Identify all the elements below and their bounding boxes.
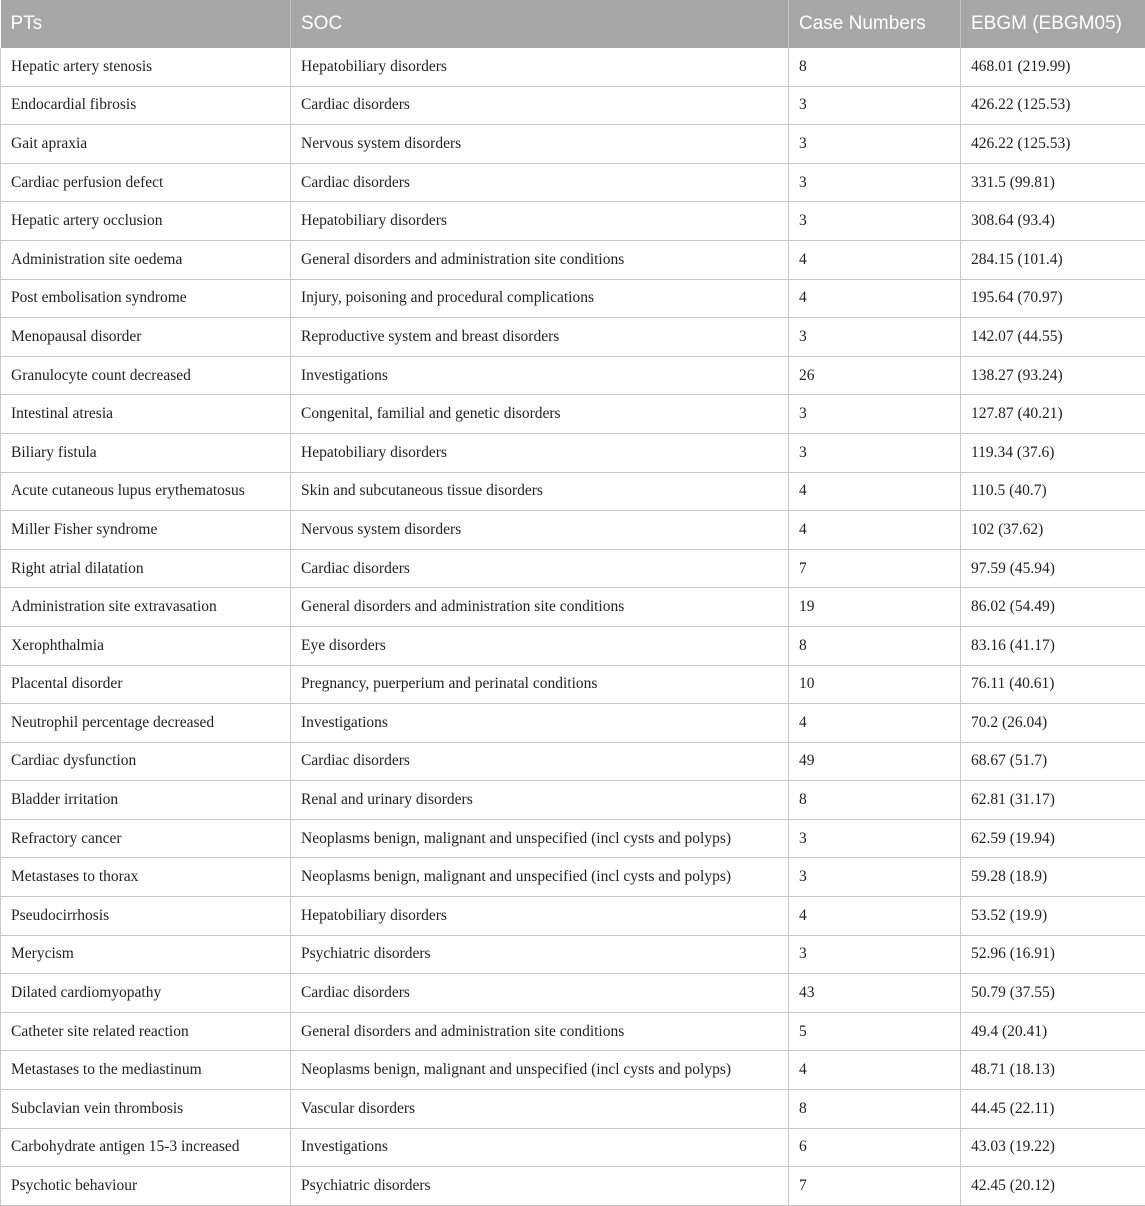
cell-soc: General disorders and administration site conditions bbox=[291, 240, 789, 279]
cell-case-numbers: 10 bbox=[789, 665, 961, 704]
cell-soc: Nervous system disorders bbox=[291, 125, 789, 164]
cell-soc: General disorders and administration site conditions bbox=[291, 1012, 789, 1051]
cell-pt: Post embolisation syndrome bbox=[1, 279, 291, 318]
cell-soc: Hepatobiliary disorders bbox=[291, 897, 789, 936]
cell-ebgm: 53.52 (19.9) bbox=[961, 897, 1145, 936]
table-row bbox=[1, 1128, 1145, 1167]
cell-soc: Investigations bbox=[291, 356, 789, 395]
table-body bbox=[1, 48, 1145, 1205]
cell-case-numbers: 3 bbox=[789, 819, 961, 858]
cell-case-numbers: 4 bbox=[789, 279, 961, 318]
table-row bbox=[1, 48, 1145, 86]
cell-soc: Nervous system disorders bbox=[291, 511, 789, 550]
cell-case-numbers: 7 bbox=[789, 1167, 961, 1206]
cell-pt: Menopausal disorder bbox=[1, 318, 291, 357]
cell-case-numbers: 6 bbox=[789, 1128, 961, 1167]
table-row bbox=[1, 356, 1145, 395]
table-row bbox=[1, 202, 1145, 241]
cell-ebgm: 62.59 (19.94) bbox=[961, 819, 1145, 858]
cell-pt: Hepatic artery occlusion bbox=[1, 202, 291, 241]
cell-ebgm: 308.64 (93.4) bbox=[961, 202, 1145, 241]
cell-case-numbers: 3 bbox=[789, 935, 961, 974]
cell-case-numbers: 3 bbox=[789, 858, 961, 897]
cell-pt: Granulocyte count decreased bbox=[1, 356, 291, 395]
cell-soc: Cardiac disorders bbox=[291, 742, 789, 781]
cell-soc: Eye disorders bbox=[291, 626, 789, 665]
cell-pt: Metastases to thorax bbox=[1, 858, 291, 897]
cell-ebgm: 331.5 (99.81) bbox=[961, 163, 1145, 202]
table-row bbox=[1, 935, 1145, 974]
cell-soc: Cardiac disorders bbox=[291, 549, 789, 588]
table-row bbox=[1, 125, 1145, 164]
cell-ebgm: 97.59 (45.94) bbox=[961, 549, 1145, 588]
header-ebgm: EBGM (EBGM05) bbox=[961, 0, 1145, 48]
table-row bbox=[1, 472, 1145, 511]
cell-pt: Subclavian vein thrombosis bbox=[1, 1090, 291, 1129]
cell-soc: Reproductive system and breast disorders bbox=[291, 318, 789, 357]
cell-soc: Congenital, familial and genetic disorders bbox=[291, 395, 789, 434]
cell-ebgm: 102 (37.62) bbox=[961, 511, 1145, 550]
cell-pt: Cardiac dysfunction bbox=[1, 742, 291, 781]
cell-soc: Investigations bbox=[291, 704, 789, 743]
table-row bbox=[1, 1167, 1145, 1206]
cell-ebgm: 86.02 (54.49) bbox=[961, 588, 1145, 627]
table-row bbox=[1, 974, 1145, 1013]
cell-soc: Psychiatric disorders bbox=[291, 935, 789, 974]
table-row bbox=[1, 1012, 1145, 1051]
cell-case-numbers: 4 bbox=[789, 704, 961, 743]
cell-case-numbers: 8 bbox=[789, 48, 961, 86]
cell-pt: Bladder irritation bbox=[1, 781, 291, 820]
cell-soc: Skin and subcutaneous tissue disorders bbox=[291, 472, 789, 511]
cell-pt: Endocardial fibrosis bbox=[1, 86, 291, 125]
cell-case-numbers: 49 bbox=[789, 742, 961, 781]
cell-pt: Acute cutaneous lupus erythematosus bbox=[1, 472, 291, 511]
table-row bbox=[1, 163, 1145, 202]
cell-case-numbers: 3 bbox=[789, 86, 961, 125]
cell-case-numbers: 19 bbox=[789, 588, 961, 627]
cell-soc: Neoplasms benign, malignant and unspecified (incl cysts and polyps) bbox=[291, 858, 789, 897]
table-row bbox=[1, 279, 1145, 318]
table-row bbox=[1, 511, 1145, 550]
cell-soc: Renal and urinary disorders bbox=[291, 781, 789, 820]
cell-soc: Psychiatric disorders bbox=[291, 1167, 789, 1206]
cell-case-numbers: 4 bbox=[789, 1051, 961, 1090]
table-row bbox=[1, 240, 1145, 279]
cell-case-numbers: 7 bbox=[789, 549, 961, 588]
cell-ebgm: 127.87 (40.21) bbox=[961, 395, 1145, 434]
header-soc: SOC bbox=[291, 0, 789, 48]
table-row bbox=[1, 819, 1145, 858]
cell-ebgm: 426.22 (125.53) bbox=[961, 86, 1145, 125]
cell-soc: Hepatobiliary disorders bbox=[291, 48, 789, 86]
cell-case-numbers: 3 bbox=[789, 125, 961, 164]
cell-ebgm: 52.96 (16.91) bbox=[961, 935, 1145, 974]
cell-ebgm: 48.71 (18.13) bbox=[961, 1051, 1145, 1090]
cell-case-numbers: 4 bbox=[789, 897, 961, 936]
cell-pt: Metastases to the mediastinum bbox=[1, 1051, 291, 1090]
cell-pt: Catheter site related reaction bbox=[1, 1012, 291, 1051]
cell-ebgm: 142.07 (44.55) bbox=[961, 318, 1145, 357]
cell-soc: General disorders and administration site conditions bbox=[291, 588, 789, 627]
cell-ebgm: 43.03 (19.22) bbox=[961, 1128, 1145, 1167]
cell-soc: Hepatobiliary disorders bbox=[291, 202, 789, 241]
cell-ebgm: 110.5 (40.7) bbox=[961, 472, 1145, 511]
cell-pt: Intestinal atresia bbox=[1, 395, 291, 434]
header-row bbox=[1, 0, 1145, 48]
cell-pt: Administration site oedema bbox=[1, 240, 291, 279]
cell-soc: Cardiac disorders bbox=[291, 86, 789, 125]
cell-soc: Hepatobiliary disorders bbox=[291, 433, 789, 472]
cell-ebgm: 70.2 (26.04) bbox=[961, 704, 1145, 743]
cell-case-numbers: 8 bbox=[789, 781, 961, 820]
cell-pt: Pseudocirrhosis bbox=[1, 897, 291, 936]
cell-soc: Neoplasms benign, malignant and unspecified (incl cysts and polyps) bbox=[291, 1051, 789, 1090]
cell-case-numbers: 3 bbox=[789, 395, 961, 434]
cell-pt: Hepatic artery stenosis bbox=[1, 48, 291, 86]
table-row bbox=[1, 318, 1145, 357]
table-row bbox=[1, 626, 1145, 665]
cell-soc: Vascular disorders bbox=[291, 1090, 789, 1129]
cell-ebgm: 426.22 (125.53) bbox=[961, 125, 1145, 164]
cell-case-numbers: 4 bbox=[789, 511, 961, 550]
cell-ebgm: 138.27 (93.24) bbox=[961, 356, 1145, 395]
cell-pt: Right atrial dilatation bbox=[1, 549, 291, 588]
table-row bbox=[1, 86, 1145, 125]
cell-soc: Cardiac disorders bbox=[291, 163, 789, 202]
table-row bbox=[1, 781, 1145, 820]
table-row bbox=[1, 858, 1145, 897]
table-row bbox=[1, 665, 1145, 704]
cell-case-numbers: 3 bbox=[789, 433, 961, 472]
cell-ebgm: 76.11 (40.61) bbox=[961, 665, 1145, 704]
cell-soc: Cardiac disorders bbox=[291, 974, 789, 1013]
table-row bbox=[1, 1090, 1145, 1129]
cell-pt: Carbohydrate antigen 15-3 increased bbox=[1, 1128, 291, 1167]
cell-ebgm: 468.01 (219.99) bbox=[961, 48, 1145, 86]
cell-pt: Refractory cancer bbox=[1, 819, 291, 858]
table-row bbox=[1, 395, 1145, 434]
cell-ebgm: 49.4 (20.41) bbox=[961, 1012, 1145, 1051]
cell-pt: Dilated cardiomyopathy bbox=[1, 974, 291, 1013]
cell-pt: Neutrophil percentage decreased bbox=[1, 704, 291, 743]
cell-pt: Biliary fistula bbox=[1, 433, 291, 472]
table-row bbox=[1, 897, 1145, 936]
cell-case-numbers: 4 bbox=[789, 240, 961, 279]
cell-pt: Placental disorder bbox=[1, 665, 291, 704]
cell-soc: Neoplasms benign, malignant and unspecified (incl cysts and polyps) bbox=[291, 819, 789, 858]
cell-ebgm: 50.79 (37.55) bbox=[961, 974, 1145, 1013]
cell-case-numbers: 5 bbox=[789, 1012, 961, 1051]
cell-ebgm: 68.67 (51.7) bbox=[961, 742, 1145, 781]
cell-case-numbers: 8 bbox=[789, 1090, 961, 1129]
cell-pt: Xerophthalmia bbox=[1, 626, 291, 665]
cell-ebgm: 59.28 (18.9) bbox=[961, 858, 1145, 897]
cell-case-numbers: 43 bbox=[789, 974, 961, 1013]
table-row bbox=[1, 433, 1145, 472]
cell-case-numbers: 3 bbox=[789, 163, 961, 202]
cell-ebgm: 42.45 (20.12) bbox=[961, 1167, 1145, 1206]
header-case-numbers: Case Numbers bbox=[789, 0, 961, 48]
table-row bbox=[1, 1051, 1145, 1090]
cell-pt: Miller Fisher syndrome bbox=[1, 511, 291, 550]
cell-soc: Injury, poisoning and procedural complications bbox=[291, 279, 789, 318]
cell-soc: Investigations bbox=[291, 1128, 789, 1167]
cell-case-numbers: 8 bbox=[789, 626, 961, 665]
table-row bbox=[1, 742, 1145, 781]
table-row bbox=[1, 704, 1145, 743]
table-row bbox=[1, 588, 1145, 627]
cell-case-numbers: 26 bbox=[789, 356, 961, 395]
cell-pt: Cardiac perfusion defect bbox=[1, 163, 291, 202]
header-pts: PTs bbox=[1, 0, 291, 48]
cell-pt: Psychotic behaviour bbox=[1, 1167, 291, 1206]
table-row bbox=[1, 549, 1145, 588]
cell-ebgm: 44.45 (22.11) bbox=[961, 1090, 1145, 1129]
cell-pt: Administration site extravasation bbox=[1, 588, 291, 627]
cell-ebgm: 284.15 (101.4) bbox=[961, 240, 1145, 279]
cell-pt: Gait apraxia bbox=[1, 125, 291, 164]
cell-case-numbers: 3 bbox=[789, 202, 961, 241]
cell-ebgm: 83.16 (41.17) bbox=[961, 626, 1145, 665]
table-header bbox=[1, 0, 1145, 48]
cell-case-numbers: 3 bbox=[789, 318, 961, 357]
cell-pt: Merycism bbox=[1, 935, 291, 974]
cell-case-numbers: 4 bbox=[789, 472, 961, 511]
cell-soc: Pregnancy, puerperium and perinatal conditions bbox=[291, 665, 789, 704]
cell-ebgm: 195.64 (70.97) bbox=[961, 279, 1145, 318]
cell-ebgm: 62.81 (31.17) bbox=[961, 781, 1145, 820]
cell-ebgm: 119.34 (37.6) bbox=[961, 433, 1145, 472]
